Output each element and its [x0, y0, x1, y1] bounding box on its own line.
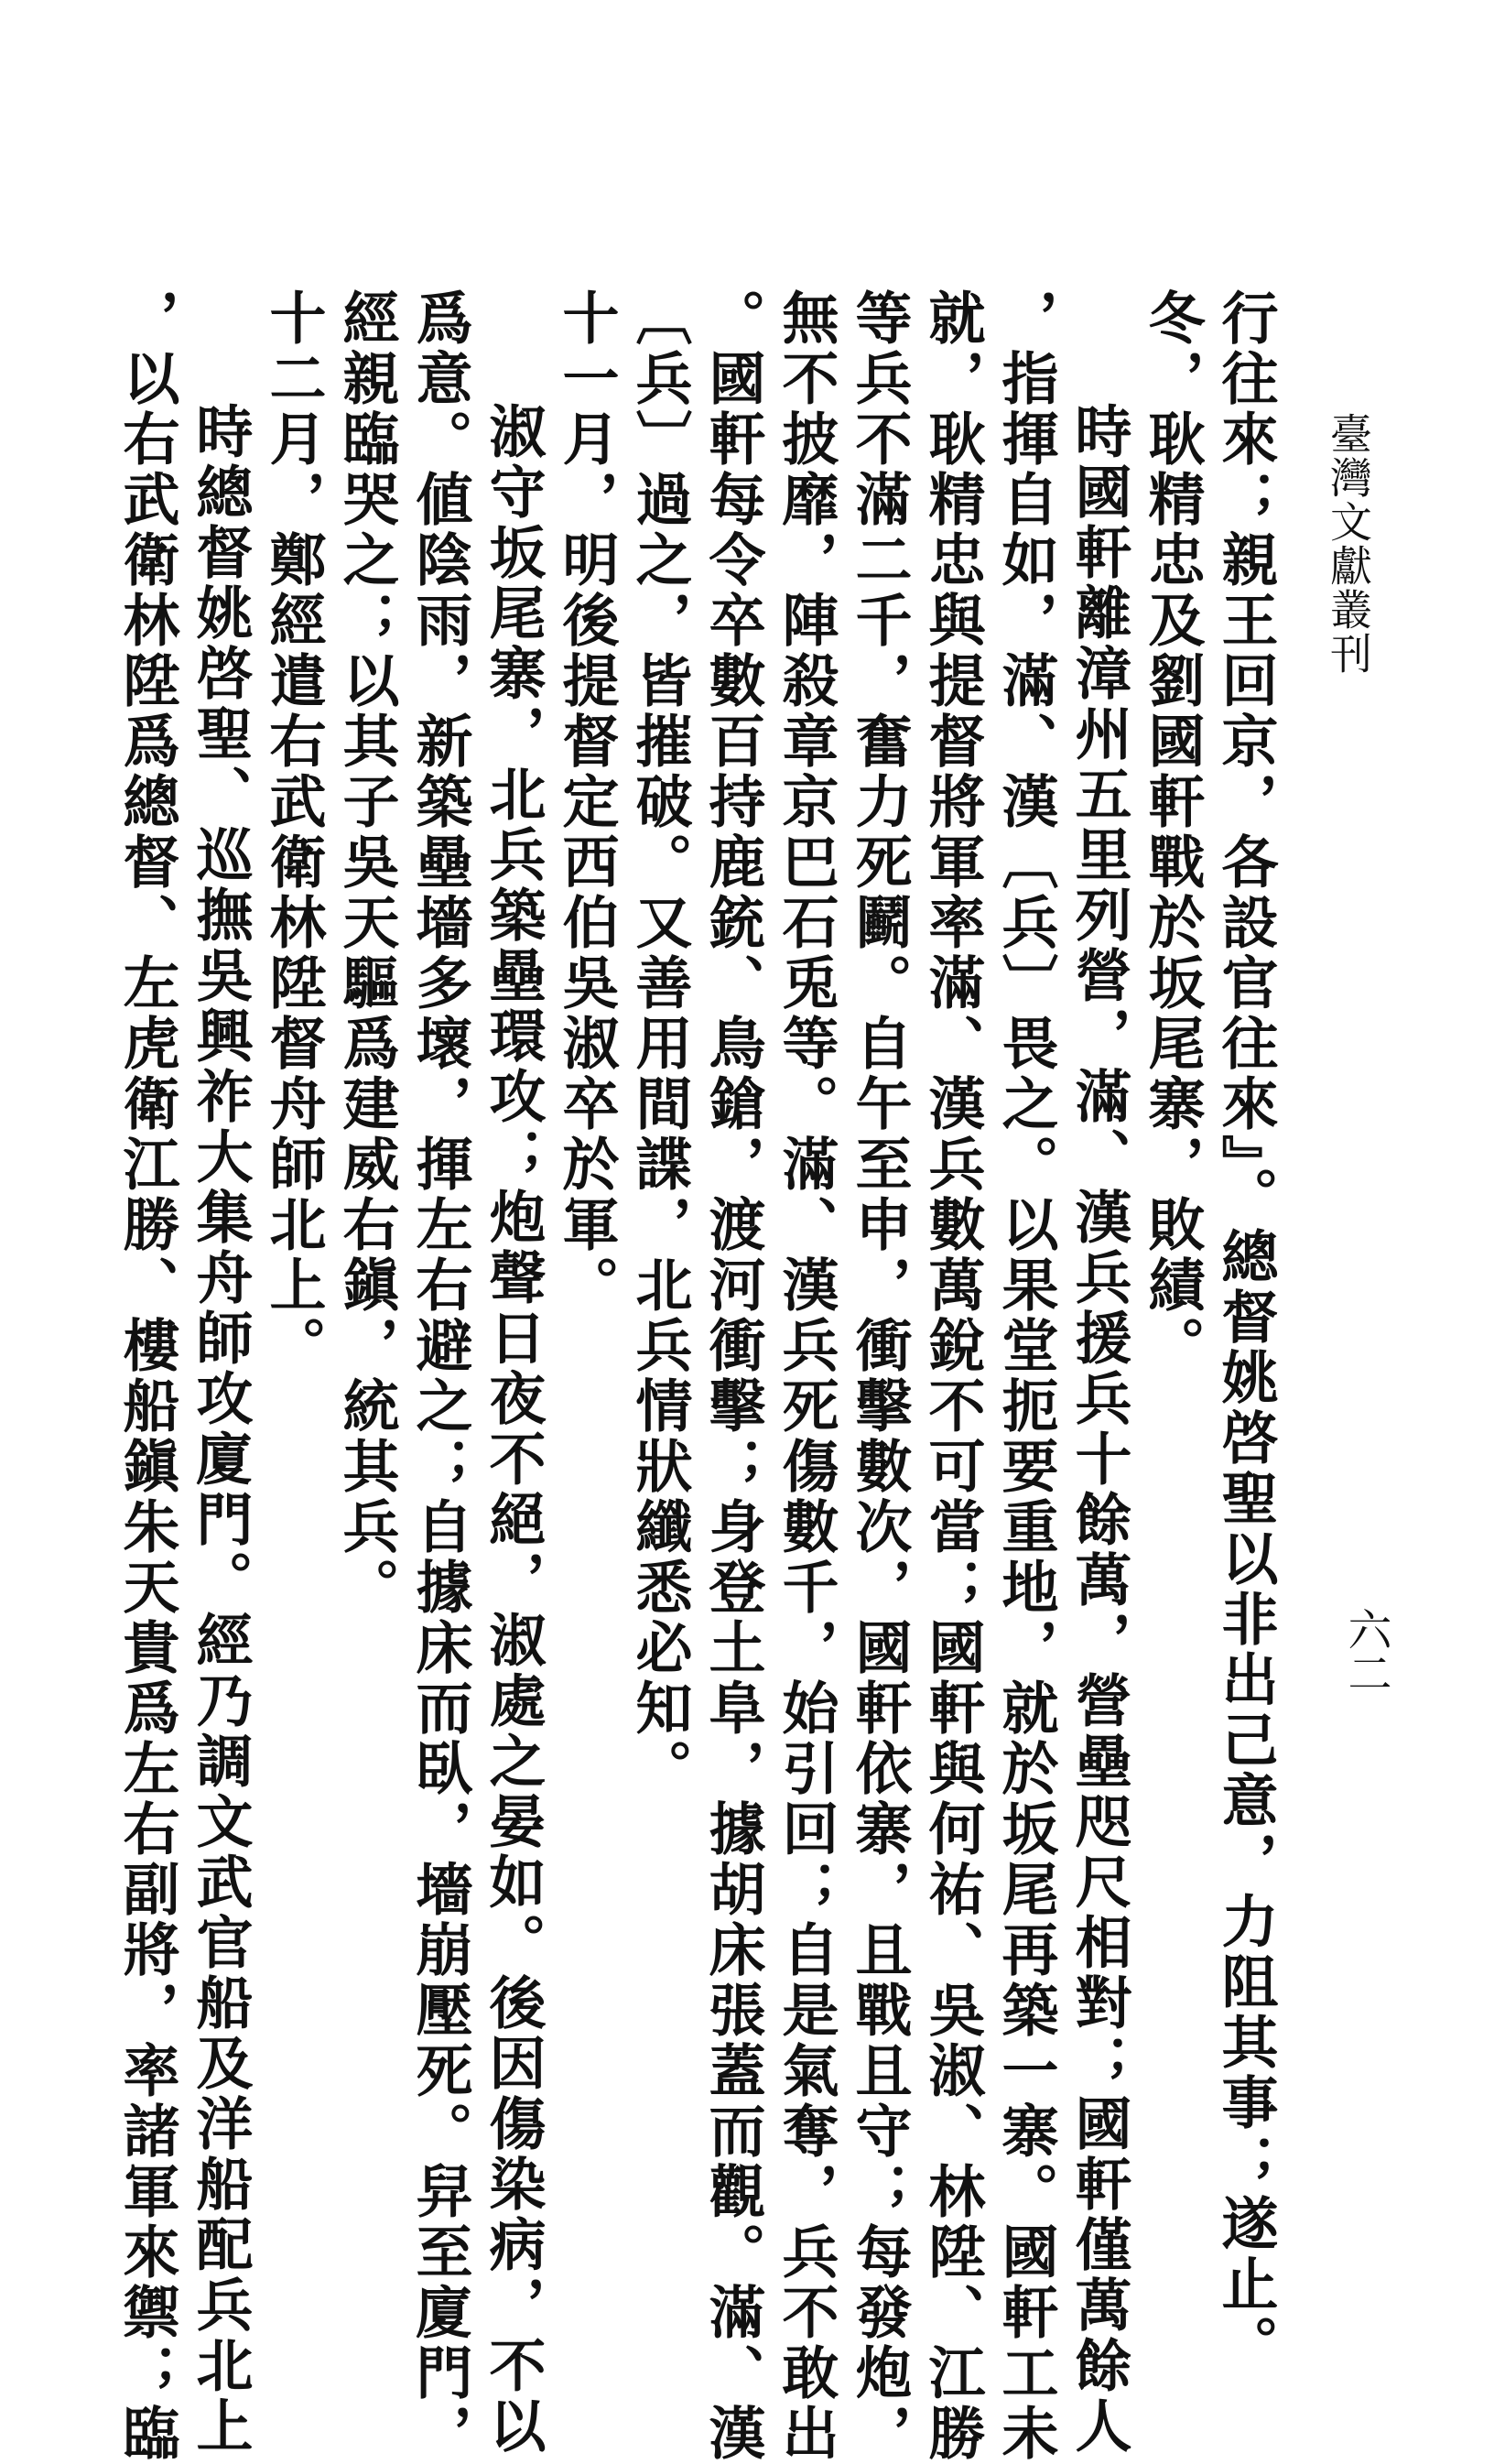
- page-number: 六二: [1340, 1607, 1391, 1695]
- text-column: 冬，耿精忠及劉國軒戰於坂尾寨，敗績。: [1139, 288, 1206, 1376]
- text-column: 〔兵〕過之，皆摧破。又善用間諜，北兵情狀纖悉必知。: [626, 288, 693, 1799]
- text-column: 經親臨哭之；以其子吳天驅爲建威右鎭，統其兵。: [333, 288, 400, 1618]
- text-column: 就，耿精忠與提督將軍率滿、漢兵數萬銳不可當；國軒與何祐、吳淑、林陞、江勝: [919, 288, 986, 2464]
- text-column: 時國軒離漳州五里列營，滿、漢兵援兵十餘萬，營壘咫尺相對；國軒僅萬餘人: [1066, 402, 1132, 2457]
- text-column: 十一月，明後提督定西伯吳淑卒於軍。: [553, 288, 620, 1316]
- text-column: 行往來；親王回京，各設官往來』。總督姚啓聖以非出己意，力阻其事；遂止。: [1212, 288, 1279, 2375]
- text-column: 十二月，鄭經遣右武衛林陞督舟師北上。: [260, 288, 327, 1376]
- text-column: 淑守坂尾寨，北兵築壘環攻；炮聲日夜不絕，淑處之晏如。後因傷染病，不以: [480, 402, 547, 2457]
- text-column: 等兵不滿二千，奮力死鬬。自午至申，衝擊數次，國軒依寨，且戰且守；每發炮，: [846, 288, 913, 2464]
- text-column: 。國軒每令卒數百持鹿銃、鳥鎗，渡河衝擊；身登土阜，據胡床張蓋而觀。滿、漢: [699, 288, 766, 2464]
- text-column: 無不披靡，陣殺章京巴石兎等。滿、漢兵死傷數千，始引回；自是氣奪，兵不敢出: [773, 288, 839, 2464]
- text-column: 時總督姚啓聖、巡撫吳興祚大集舟師攻廈門。經乃調文武官船及洋船配兵北上: [187, 402, 254, 2457]
- text-column: ，以右武衛林陞爲總督、左虎衛江勝、樓船鎭朱天貴爲左右副將，率諸軍來禦；臨: [114, 288, 180, 2464]
- body-text: [110, 288, 1282, 2464]
- running-head: 臺灣文獻叢刊: [1324, 412, 1373, 676]
- text-column: 爲意。値陰雨，新築壘墻多壞，揮左右避之；自據床而臥，墻崩壓死。舁至廈門，: [406, 288, 473, 2464]
- text-column: ，指揮自如，滿、漢〔兵〕畏之。以果堂扼要重地，就於坂尾再築一寨。國軒工未: [992, 288, 1059, 2464]
